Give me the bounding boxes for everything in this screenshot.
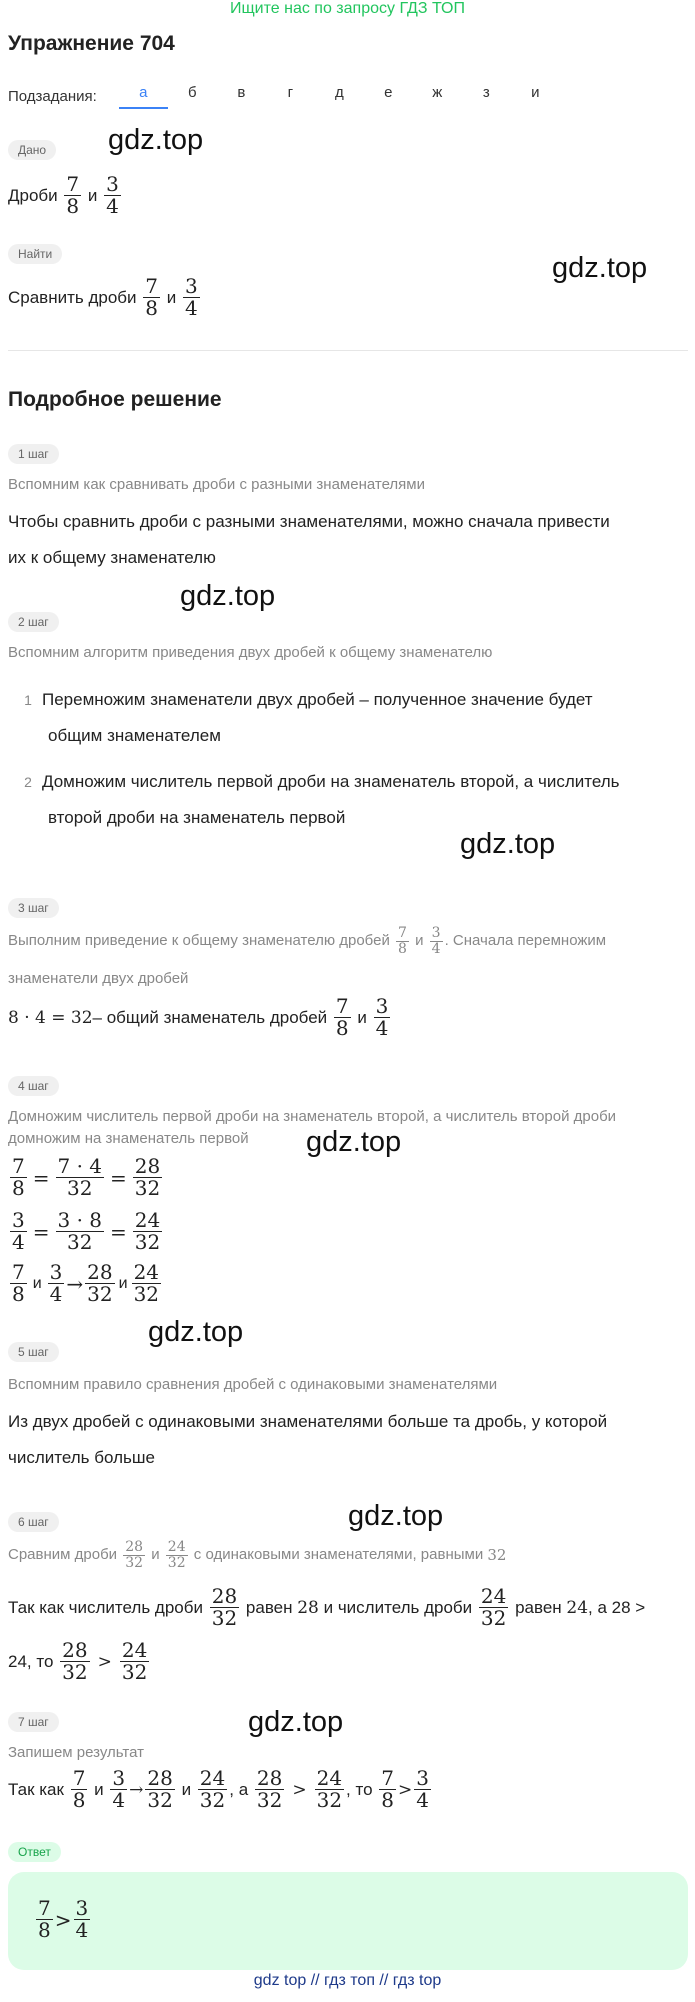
fraction: $\frac{7}{8}$: [381, 1766, 395, 1812]
watermark: gdz.top: [248, 1706, 344, 1738]
fraction: $\frac{24}{32}$: [316, 1766, 343, 1812]
and-text: и: [87, 185, 98, 205]
step-text: Так как числитель дроби $\frac{28}{32}$ равен 28 и числитель дроби $\frac{24}{32}$ равен 24 , а 28 >: [8, 1584, 646, 1630]
step-hint: Вспомним как сравнивать дроби с разными знаменателями: [8, 476, 425, 493]
step-text: Чтобы сравнить дроби с разными знаменателями, можно сначала привести: [8, 512, 610, 531]
fraction: $\frac{28}{32}$: [125, 1539, 144, 1571]
step-hint: Сравним дроби $\frac{28}{32}$ и $\frac{24}{32}$ с одинаковыми знаменателями, равными 32: [8, 1539, 507, 1571]
arrow-icon: →: [66, 1271, 84, 1296]
math-line: $\frac{7}{8}$ и $\frac{3}{4}$ → $\frac{28}{32}$ и $\frac{24}{32}$: [12, 1260, 160, 1306]
watermark: gdz.top: [552, 252, 648, 284]
given-prefix: Дроби: [8, 185, 58, 205]
step-hint: Домножим числитель первой дроби на знаменатель второй, а числитель второй дроби: [8, 1108, 617, 1125]
step-hint: Запишем результат: [8, 1744, 144, 1761]
fraction: $\frac{24}{32}$: [134, 1208, 161, 1254]
fraction: $\frac{7}{8}$: [38, 1896, 51, 1942]
subtask-tab-v[interactable]: в: [237, 84, 246, 101]
watermark: gdz.top: [108, 124, 204, 156]
step-badge: 2 шаг: [8, 612, 59, 632]
step-text: Из двух дробей с одинаковыми знаменателями больше та дробь, у которой: [8, 1412, 608, 1431]
step-badge: 7 шаг: [8, 1712, 59, 1732]
expression: 8 · 4 = 32: [8, 1007, 93, 1028]
answer-box: [8, 1872, 688, 1970]
fraction: $\frac{28}{32}$: [87, 1260, 113, 1306]
step-hint: Выполним приведение к общему знаменателю дробей $\frac{7}{8}$ и $\frac{3}{4}$ . Сначала перемножим: [8, 925, 607, 957]
watermark: gdz.top: [460, 828, 556, 860]
list-item-cont: второй дроби на знаменатель первой: [48, 808, 346, 827]
list-item-cont: общим знаменателем: [48, 726, 221, 745]
find-prefix: Сравнить дроби: [8, 287, 137, 307]
fraction: $\frac{24}{32}$: [480, 1584, 507, 1630]
subtask-tab-z[interactable]: з: [482, 84, 490, 101]
watermark: gdz.top: [148, 1316, 244, 1348]
given-badge: Дано: [8, 140, 56, 160]
fraction: $\frac{7}{8}$: [145, 274, 158, 320]
page-title: Упражнение 704: [8, 32, 175, 55]
step-text: числитель больше: [8, 1448, 155, 1467]
step-math: 8 · 4 = 32 – общий знаменатель дробей $\frac{7}{8}$ и $\frac{3}{4}$: [8, 994, 389, 1040]
step-badge: 3 шаг: [8, 898, 59, 918]
fraction: $\frac{3}{4}$: [49, 1260, 63, 1306]
fraction: $\frac{3}{4}$: [112, 1766, 126, 1812]
fraction: $\frac{24}{32}$: [121, 1638, 148, 1684]
step-hint: Вспомним алгоритм приведения двух дробей к общему знаменателю: [8, 644, 493, 661]
fraction: $\frac{28}{32}$: [147, 1766, 173, 1812]
fraction: $\frac{28}{32}$: [134, 1154, 161, 1200]
fraction: $\frac{24}{32}$: [199, 1766, 226, 1812]
fraction: $\frac{24}{32}$: [133, 1260, 160, 1306]
subtasks-bar: [8, 84, 560, 109]
subtask-tab-e[interactable]: е: [384, 84, 393, 101]
step-badge: 1 шаг: [8, 444, 59, 464]
watermark: gdz.top: [306, 1126, 402, 1158]
search-banner[interactable]: Ищите нас по запросу ГДЗ ТОП: [230, 0, 465, 17]
fraction: $\frac{3}{4}$: [75, 1896, 89, 1942]
fraction: $\frac{28}{32}$: [62, 1638, 88, 1684]
step-text: их к общему знаменателю: [8, 548, 216, 567]
math-line: $\frac{3}{4}$ = $\frac{3 \cdot 8}{32}$ = $\frac{24}{32}$: [12, 1208, 161, 1254]
subtask-tab-g[interactable]: г: [287, 84, 294, 101]
fraction: $\frac{7}{8}$: [66, 172, 80, 218]
fraction: $\frac{24}{32}$: [167, 1539, 186, 1571]
find-text: [8, 276, 202, 319]
fraction: $\frac{3}{4}$: [375, 994, 389, 1040]
fraction: $\frac{7 \cdot 4}{32}$: [57, 1154, 103, 1200]
fraction: $\frac{7}{8}$: [12, 1154, 25, 1200]
step-badge: 5 шаг: [8, 1342, 59, 1362]
footer-links[interactable]: gdz top // гдз топ // гдз top: [253, 1972, 442, 1989]
solution-title: Подробное решение: [8, 388, 222, 411]
step-badge: 4 шаг: [8, 1076, 59, 1096]
subtask-tab-zh[interactable]: ж: [432, 84, 443, 101]
divider: [8, 350, 688, 351]
arrow-icon: →: [129, 1779, 144, 1800]
answer-math: $\frac{7}{8}$ > $\frac{3}{4}$: [38, 1896, 89, 1942]
subtask-tab-d[interactable]: д: [334, 84, 344, 101]
step-text: 24, то $\frac{28}{32}$ > $\frac{24}{32}$: [8, 1638, 148, 1684]
find-badge: Найти: [8, 244, 62, 264]
fraction: $\frac{3}{4}$: [106, 172, 119, 218]
given-text: [8, 174, 123, 217]
watermark: gdz.top: [348, 1500, 444, 1532]
list-item: 1 Перемножим знаменатели двух дробей – полученное значение будет: [24, 690, 593, 709]
subtask-tab-b[interactable]: б: [188, 84, 197, 101]
answer-badge: Ответ: [8, 1842, 61, 1862]
fraction: $\frac{28}{32}$: [211, 1584, 238, 1630]
fraction: $\frac{7}{8}$: [398, 925, 407, 957]
fraction: $\frac{7}{8}$: [72, 1766, 86, 1812]
fraction: $\frac{7}{8}$: [335, 994, 349, 1040]
fraction: $\frac{3}{4}$: [431, 925, 441, 957]
fraction: $\frac{3}{4}$: [416, 1766, 429, 1812]
step-badge: 6 шаг: [8, 1512, 59, 1532]
list-item: 2 Домножим числитель первой дроби на знаменатель второй, а числитель: [24, 772, 620, 791]
fraction: $\frac{3 \cdot 8}{32}$: [57, 1208, 103, 1254]
subtask-tab-a[interactable]: а: [119, 84, 168, 109]
fraction: $\frac{3}{4}$: [184, 274, 198, 320]
fraction: $\frac{3}{4}$: [12, 1208, 25, 1254]
subtask-tab-i[interactable]: и: [531, 84, 540, 101]
step-text: Так как $\frac{7}{8}$ и $\frac{3}{4}$ → $\frac{28}{32}$ и $\frac{24}{32}$ , а $\frac{28}{32}$ > $\frac{24}{32}$ , то $\frac{7}{8}$ > $\frac{3}{4}$: [8, 1766, 429, 1812]
fraction: $\frac{7}{8}$: [12, 1260, 25, 1306]
math-line: $\frac{7}{8}$ = $\frac{7 \cdot 4}{32}$ = $\frac{28}{32}$: [12, 1154, 161, 1200]
fraction: $\frac{28}{32}$: [256, 1766, 283, 1812]
step-hint: знаменатели двух дробей: [8, 970, 189, 987]
and-text: и: [166, 287, 177, 307]
ordered-list: [14, 682, 620, 836]
subtasks-label: Подзадания:: [8, 88, 97, 105]
step-hint: Вспомним правило сравнения дробей с одинаковыми знаменателями: [8, 1376, 498, 1393]
watermark: gdz.top: [180, 580, 276, 612]
step-hint: домножим на знаменатель первой: [8, 1130, 249, 1147]
